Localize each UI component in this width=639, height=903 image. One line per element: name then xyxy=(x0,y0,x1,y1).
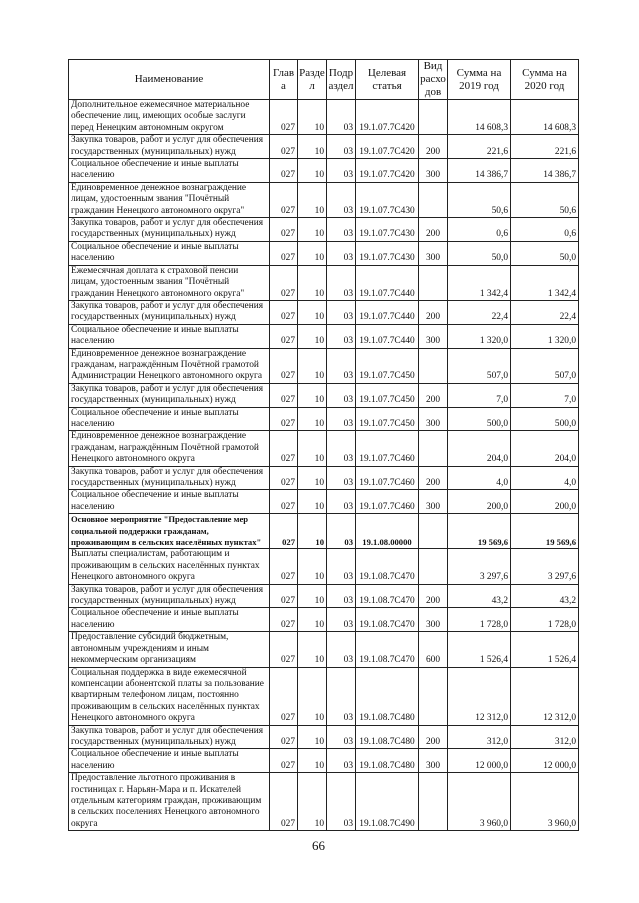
cell-sum2019: 43,2 xyxy=(448,584,511,608)
cell-sum2019: 3 960,0 xyxy=(448,773,511,831)
cell-statya: 19.1.07.7С430 xyxy=(356,218,419,242)
cell-glava: 027 xyxy=(270,265,298,300)
cell-sum2020: 43,2 xyxy=(511,584,579,608)
cell-sum2019: 7,0 xyxy=(448,383,511,407)
cell-sum2019: 12 000,0 xyxy=(448,749,511,773)
cell-vid: 300 xyxy=(419,608,448,632)
cell-statya: 19.1.08.00000 xyxy=(356,514,419,549)
cell-glava: 027 xyxy=(270,182,298,217)
cell-vid: 200 xyxy=(419,218,448,242)
cell-statya: 19.1.07.7С440 xyxy=(356,324,419,348)
budget-table xyxy=(68,59,579,831)
cell-razdel: 10 xyxy=(298,490,327,514)
cell-vid: 300 xyxy=(419,749,448,773)
table-row xyxy=(69,514,579,549)
table-row xyxy=(69,300,579,324)
table-row xyxy=(69,218,579,242)
cell-glava: 027 xyxy=(270,584,298,608)
cell-glava: 027 xyxy=(270,407,298,431)
cell-razdel: 10 xyxy=(298,466,327,490)
cell-name: Предоставление субсидий бюджетным, автономным учреждениям и иным некоммерческим организациям xyxy=(69,632,270,667)
cell-statya: 19.1.07.7С440 xyxy=(356,300,419,324)
cell-sum2020: 0,6 xyxy=(511,218,579,242)
cell-name: Закупка товаров, работ и услуг для обеспечения государственных (муниципальных) нужд xyxy=(69,466,270,490)
cell-podrazdel: 03 xyxy=(327,300,356,324)
cell-sum2020: 1 342,4 xyxy=(511,265,579,300)
page-number: 66 xyxy=(312,838,325,853)
table-row xyxy=(69,549,579,584)
cell-sum2019: 1 320,0 xyxy=(448,324,511,348)
cell-sum2019: 1 342,4 xyxy=(448,265,511,300)
cell-vid: 200 xyxy=(419,584,448,608)
cell-podrazdel: 03 xyxy=(327,632,356,667)
cell-sum2019: 500,0 xyxy=(448,407,511,431)
table-row xyxy=(69,159,579,183)
cell-sum2020: 3 297,6 xyxy=(511,549,579,584)
table-row xyxy=(69,407,579,431)
cell-razdel: 10 xyxy=(298,773,327,831)
cell-name: Социальное обеспечение и иные выплаты населению xyxy=(69,608,270,632)
cell-sum2019: 200,0 xyxy=(448,490,511,514)
cell-name: Социальное обеспечение и иные выплаты населению xyxy=(69,241,270,265)
cell-sum2019: 50,0 xyxy=(448,241,511,265)
table-row xyxy=(69,182,579,217)
cell-razdel: 10 xyxy=(298,182,327,217)
cell-podrazdel: 03 xyxy=(327,549,356,584)
cell-razdel: 10 xyxy=(298,383,327,407)
header-name: Наименование xyxy=(69,60,270,100)
cell-name: Закупка товаров, работ и услуг для обеспечения государственных (муниципальных) нужд xyxy=(69,725,270,749)
table-row xyxy=(69,324,579,348)
cell-podrazdel: 03 xyxy=(327,514,356,549)
table-row xyxy=(69,584,579,608)
cell-name: Социальное обеспечение и иные выплаты населению xyxy=(69,490,270,514)
cell-statya: 19.1.08.7С480 xyxy=(356,667,419,725)
cell-sum2020: 50,0 xyxy=(511,241,579,265)
cell-razdel: 10 xyxy=(298,407,327,431)
cell-vid: 200 xyxy=(419,383,448,407)
cell-sum2020: 4,0 xyxy=(511,466,579,490)
cell-sum2019: 0,6 xyxy=(448,218,511,242)
header-razdel: Разде л xyxy=(298,60,327,100)
cell-razdel: 10 xyxy=(298,749,327,773)
cell-podrazdel: 03 xyxy=(327,135,356,159)
cell-statya: 19.1.07.7С460 xyxy=(356,431,419,466)
cell-glava: 027 xyxy=(270,324,298,348)
cell-razdel: 10 xyxy=(298,549,327,584)
cell-podrazdel: 03 xyxy=(327,749,356,773)
cell-vid: 200 xyxy=(419,725,448,749)
cell-glava: 027 xyxy=(270,135,298,159)
cell-razdel: 10 xyxy=(298,159,327,183)
cell-name: Социальное обеспечение и иные выплаты населению xyxy=(69,159,270,183)
cell-name: Социальное обеспечение и иные выплаты населению xyxy=(69,407,270,431)
cell-podrazdel: 03 xyxy=(327,407,356,431)
cell-name: Единовременное денежное вознаграждение гражданам, награждённым Почётной грамотой Ненецкого автономного округа xyxy=(69,431,270,466)
cell-sum2019: 4,0 xyxy=(448,466,511,490)
cell-sum2019: 204,0 xyxy=(448,431,511,466)
table-row xyxy=(69,100,579,135)
header-vid: Вид расхо дов xyxy=(420,60,446,98)
table-row xyxy=(69,773,579,831)
cell-statya: 19.1.08.7С470 xyxy=(356,608,419,632)
cell-razdel: 10 xyxy=(298,135,327,159)
cell-glava: 027 xyxy=(270,632,298,667)
cell-statya: 19.1.08.7С470 xyxy=(356,584,419,608)
cell-statya: 19.1.08.7С470 xyxy=(356,632,419,667)
table-row xyxy=(69,431,579,466)
cell-sum2020: 22,4 xyxy=(511,300,579,324)
header-sum-2019: Сумма на 2019 год xyxy=(448,60,511,100)
cell-sum2020: 500,0 xyxy=(511,407,579,431)
cell-sum2019: 1 526,4 xyxy=(448,632,511,667)
table-row xyxy=(69,135,579,159)
cell-podrazdel: 03 xyxy=(327,383,356,407)
cell-razdel: 10 xyxy=(298,241,327,265)
cell-podrazdel: 03 xyxy=(327,265,356,300)
cell-vid xyxy=(419,514,448,549)
cell-name: Ежемесячная доплата к страховой пенсии лицам, удостоенным звания "Почётный гражданин Ненецкого автономного округа" xyxy=(69,265,270,300)
cell-sum2019: 19 569,6 xyxy=(448,514,511,549)
cell-name: Единовременное денежное вознаграждение гражданам, награждённым Почётной грамотой Администрации Ненецкого автономного округа xyxy=(69,348,270,383)
header-statya: Целевая статья xyxy=(356,60,419,100)
cell-sum2020: 312,0 xyxy=(511,725,579,749)
cell-razdel: 10 xyxy=(298,324,327,348)
cell-glava: 027 xyxy=(270,383,298,407)
cell-sum2020: 221,6 xyxy=(511,135,579,159)
cell-sum2019: 14 386,7 xyxy=(448,159,511,183)
cell-statya: 19.1.07.7С440 xyxy=(356,265,419,300)
cell-sum2019: 221,6 xyxy=(448,135,511,159)
cell-podrazdel: 03 xyxy=(327,100,356,135)
cell-statya: 19.1.07.7С430 xyxy=(356,241,419,265)
cell-sum2019: 14 608,3 xyxy=(448,100,511,135)
cell-podrazdel: 03 xyxy=(327,490,356,514)
cell-glava: 027 xyxy=(270,667,298,725)
cell-podrazdel: 03 xyxy=(327,725,356,749)
cell-vid: 200 xyxy=(419,466,448,490)
table-row xyxy=(69,466,579,490)
cell-statya: 19.1.07.7С460 xyxy=(356,466,419,490)
cell-sum2020: 1 320,0 xyxy=(511,324,579,348)
cell-glava: 027 xyxy=(270,773,298,831)
cell-statya: 19.1.08.7С480 xyxy=(356,725,419,749)
cell-sum2020: 200,0 xyxy=(511,490,579,514)
cell-vid xyxy=(419,348,448,383)
cell-name: Социальная поддержка в виде ежемесячной компенсации абонентской платы за пользование квартирным телефоном лицам, постоянно проживающим в сельских населённых пунктах Ненецкого автономного округа xyxy=(69,667,270,725)
cell-glava: 027 xyxy=(270,725,298,749)
cell-podrazdel: 03 xyxy=(327,159,356,183)
cell-sum2020: 507,0 xyxy=(511,348,579,383)
cell-sum2020: 50,6 xyxy=(511,182,579,217)
cell-glava: 027 xyxy=(270,159,298,183)
cell-sum2020: 19 569,6 xyxy=(511,514,579,549)
table-header xyxy=(69,60,579,100)
cell-razdel: 10 xyxy=(298,725,327,749)
cell-glava: 027 xyxy=(270,490,298,514)
cell-glava: 027 xyxy=(270,218,298,242)
cell-razdel: 10 xyxy=(298,608,327,632)
cell-podrazdel: 03 xyxy=(327,324,356,348)
cell-glava: 027 xyxy=(270,431,298,466)
cell-vid: 200 xyxy=(419,135,448,159)
cell-podrazdel: 03 xyxy=(327,773,356,831)
cell-glava: 027 xyxy=(270,549,298,584)
cell-glava: 027 xyxy=(270,100,298,135)
cell-razdel: 10 xyxy=(298,431,327,466)
cell-sum2020: 1 728,0 xyxy=(511,608,579,632)
cell-vid: 200 xyxy=(419,300,448,324)
cell-statya: 19.1.08.7С470 xyxy=(356,549,419,584)
cell-razdel: 10 xyxy=(298,514,327,549)
cell-statya: 19.1.07.7С420 xyxy=(356,100,419,135)
cell-vid: 300 xyxy=(419,241,448,265)
cell-name: Основное мероприятие "Предоставление мер социальной поддержки гражданам, проживающим в сельских населённых пунктах" xyxy=(69,514,270,549)
cell-glava: 027 xyxy=(270,300,298,324)
cell-vid xyxy=(419,773,448,831)
cell-name: Социальное обеспечение и иные выплаты населению xyxy=(69,749,270,773)
cell-name: Закупка товаров, работ и услуг для обеспечения государственных (муниципальных) нужд xyxy=(69,383,270,407)
header-glava: Глав а xyxy=(270,60,298,100)
cell-vid: 300 xyxy=(419,407,448,431)
cell-glava: 027 xyxy=(270,348,298,383)
cell-razdel: 10 xyxy=(298,300,327,324)
table-row xyxy=(69,383,579,407)
cell-sum2020: 12 000,0 xyxy=(511,749,579,773)
cell-vid: 300 xyxy=(419,159,448,183)
cell-vid xyxy=(419,431,448,466)
table-row xyxy=(69,608,579,632)
cell-podrazdel: 03 xyxy=(327,348,356,383)
cell-sum2019: 312,0 xyxy=(448,725,511,749)
cell-sum2020: 14 386,7 xyxy=(511,159,579,183)
cell-glava: 027 xyxy=(270,749,298,773)
cell-statya: 19.1.07.7С430 xyxy=(356,182,419,217)
cell-name: Выплаты специалистам, работающим и проживающим в сельских населённых пунктах Ненецкого автономного округа xyxy=(69,549,270,584)
header-sum-2020: Сумма на 2020 год xyxy=(511,60,579,100)
cell-podrazdel: 03 xyxy=(327,584,356,608)
cell-name: Дополнительное ежемесячное материальное обеспечение лиц, имеющих особые заслуги перед Ненецким автономным округом xyxy=(69,100,270,135)
cell-vid xyxy=(419,182,448,217)
cell-sum2020: 1 526,4 xyxy=(511,632,579,667)
cell-sum2019: 3 297,6 xyxy=(448,549,511,584)
cell-sum2020: 204,0 xyxy=(511,431,579,466)
cell-name: Единовременное денежное вознаграждение лицам, удостоенным звания "Почётный гражданин Ненецкого автономного округа" xyxy=(69,182,270,217)
cell-name: Предоставление льготного проживания в гостиницах г. Нарьян-Мара и п. Искателей отдельным категориям граждан, проживающим в сельских поселениях Ненецкого автономного округа xyxy=(69,773,270,831)
cell-statya: 19.1.07.7С420 xyxy=(356,159,419,183)
cell-statya: 19.1.07.7С450 xyxy=(356,348,419,383)
cell-vid xyxy=(419,100,448,135)
cell-podrazdel: 03 xyxy=(327,466,356,490)
cell-statya: 19.1.08.7С480 xyxy=(356,749,419,773)
cell-name: Закупка товаров, работ и услуг для обеспечения государственных (муниципальных) нужд xyxy=(69,300,270,324)
cell-vid: 600 xyxy=(419,632,448,667)
cell-sum2020: 12 312,0 xyxy=(511,667,579,725)
cell-sum2020: 7,0 xyxy=(511,383,579,407)
cell-glava: 027 xyxy=(270,608,298,632)
cell-razdel: 10 xyxy=(298,348,327,383)
cell-vid: 300 xyxy=(419,490,448,514)
cell-sum2019: 50,6 xyxy=(448,182,511,217)
cell-podrazdel: 03 xyxy=(327,241,356,265)
cell-name: Закупка товаров, работ и услуг для обеспечения государственных (муниципальных) нужд xyxy=(69,218,270,242)
cell-glava: 027 xyxy=(270,514,298,549)
cell-statya: 19.1.07.7С450 xyxy=(356,407,419,431)
cell-vid xyxy=(419,265,448,300)
table-row xyxy=(69,265,579,300)
cell-sum2019: 12 312,0 xyxy=(448,667,511,725)
cell-statya: 19.1.07.7С460 xyxy=(356,490,419,514)
table-row xyxy=(69,490,579,514)
cell-sum2020: 3 960,0 xyxy=(511,773,579,831)
cell-razdel: 10 xyxy=(298,632,327,667)
cell-sum2020: 14 608,3 xyxy=(511,100,579,135)
table-row xyxy=(69,632,579,667)
cell-podrazdel: 03 xyxy=(327,218,356,242)
table-row xyxy=(69,348,579,383)
cell-vid xyxy=(419,549,448,584)
cell-razdel: 10 xyxy=(298,265,327,300)
cell-statya: 19.1.08.7С490 xyxy=(356,773,419,831)
cell-sum2019: 1 728,0 xyxy=(448,608,511,632)
cell-sum2019: 507,0 xyxy=(448,348,511,383)
cell-podrazdel: 03 xyxy=(327,182,356,217)
header-podrazdel: Подр аздел xyxy=(327,60,356,100)
table-row xyxy=(69,725,579,749)
cell-razdel: 10 xyxy=(298,584,327,608)
cell-name: Закупка товаров, работ и услуг для обеспечения государственных (муниципальных) нужд xyxy=(69,584,270,608)
cell-glava: 027 xyxy=(270,466,298,490)
table-row xyxy=(69,749,579,773)
cell-razdel: 10 xyxy=(298,218,327,242)
cell-vid xyxy=(419,667,448,725)
cell-name: Закупка товаров, работ и услуг для обеспечения государственных (муниципальных) нужд xyxy=(69,135,270,159)
cell-glava: 027 xyxy=(270,241,298,265)
cell-vid: 300 xyxy=(419,324,448,348)
cell-podrazdel: 03 xyxy=(327,608,356,632)
table-row xyxy=(69,667,579,725)
cell-razdel: 10 xyxy=(298,100,327,135)
cell-name: Социальное обеспечение и иные выплаты населению xyxy=(69,324,270,348)
cell-statya: 19.1.07.7С450 xyxy=(356,383,419,407)
cell-podrazdel: 03 xyxy=(327,667,356,725)
cell-sum2019: 22,4 xyxy=(448,300,511,324)
cell-podrazdel: 03 xyxy=(327,431,356,466)
cell-statya: 19.1.07.7С420 xyxy=(356,135,419,159)
table-row xyxy=(69,241,579,265)
cell-razdel: 10 xyxy=(298,667,327,725)
